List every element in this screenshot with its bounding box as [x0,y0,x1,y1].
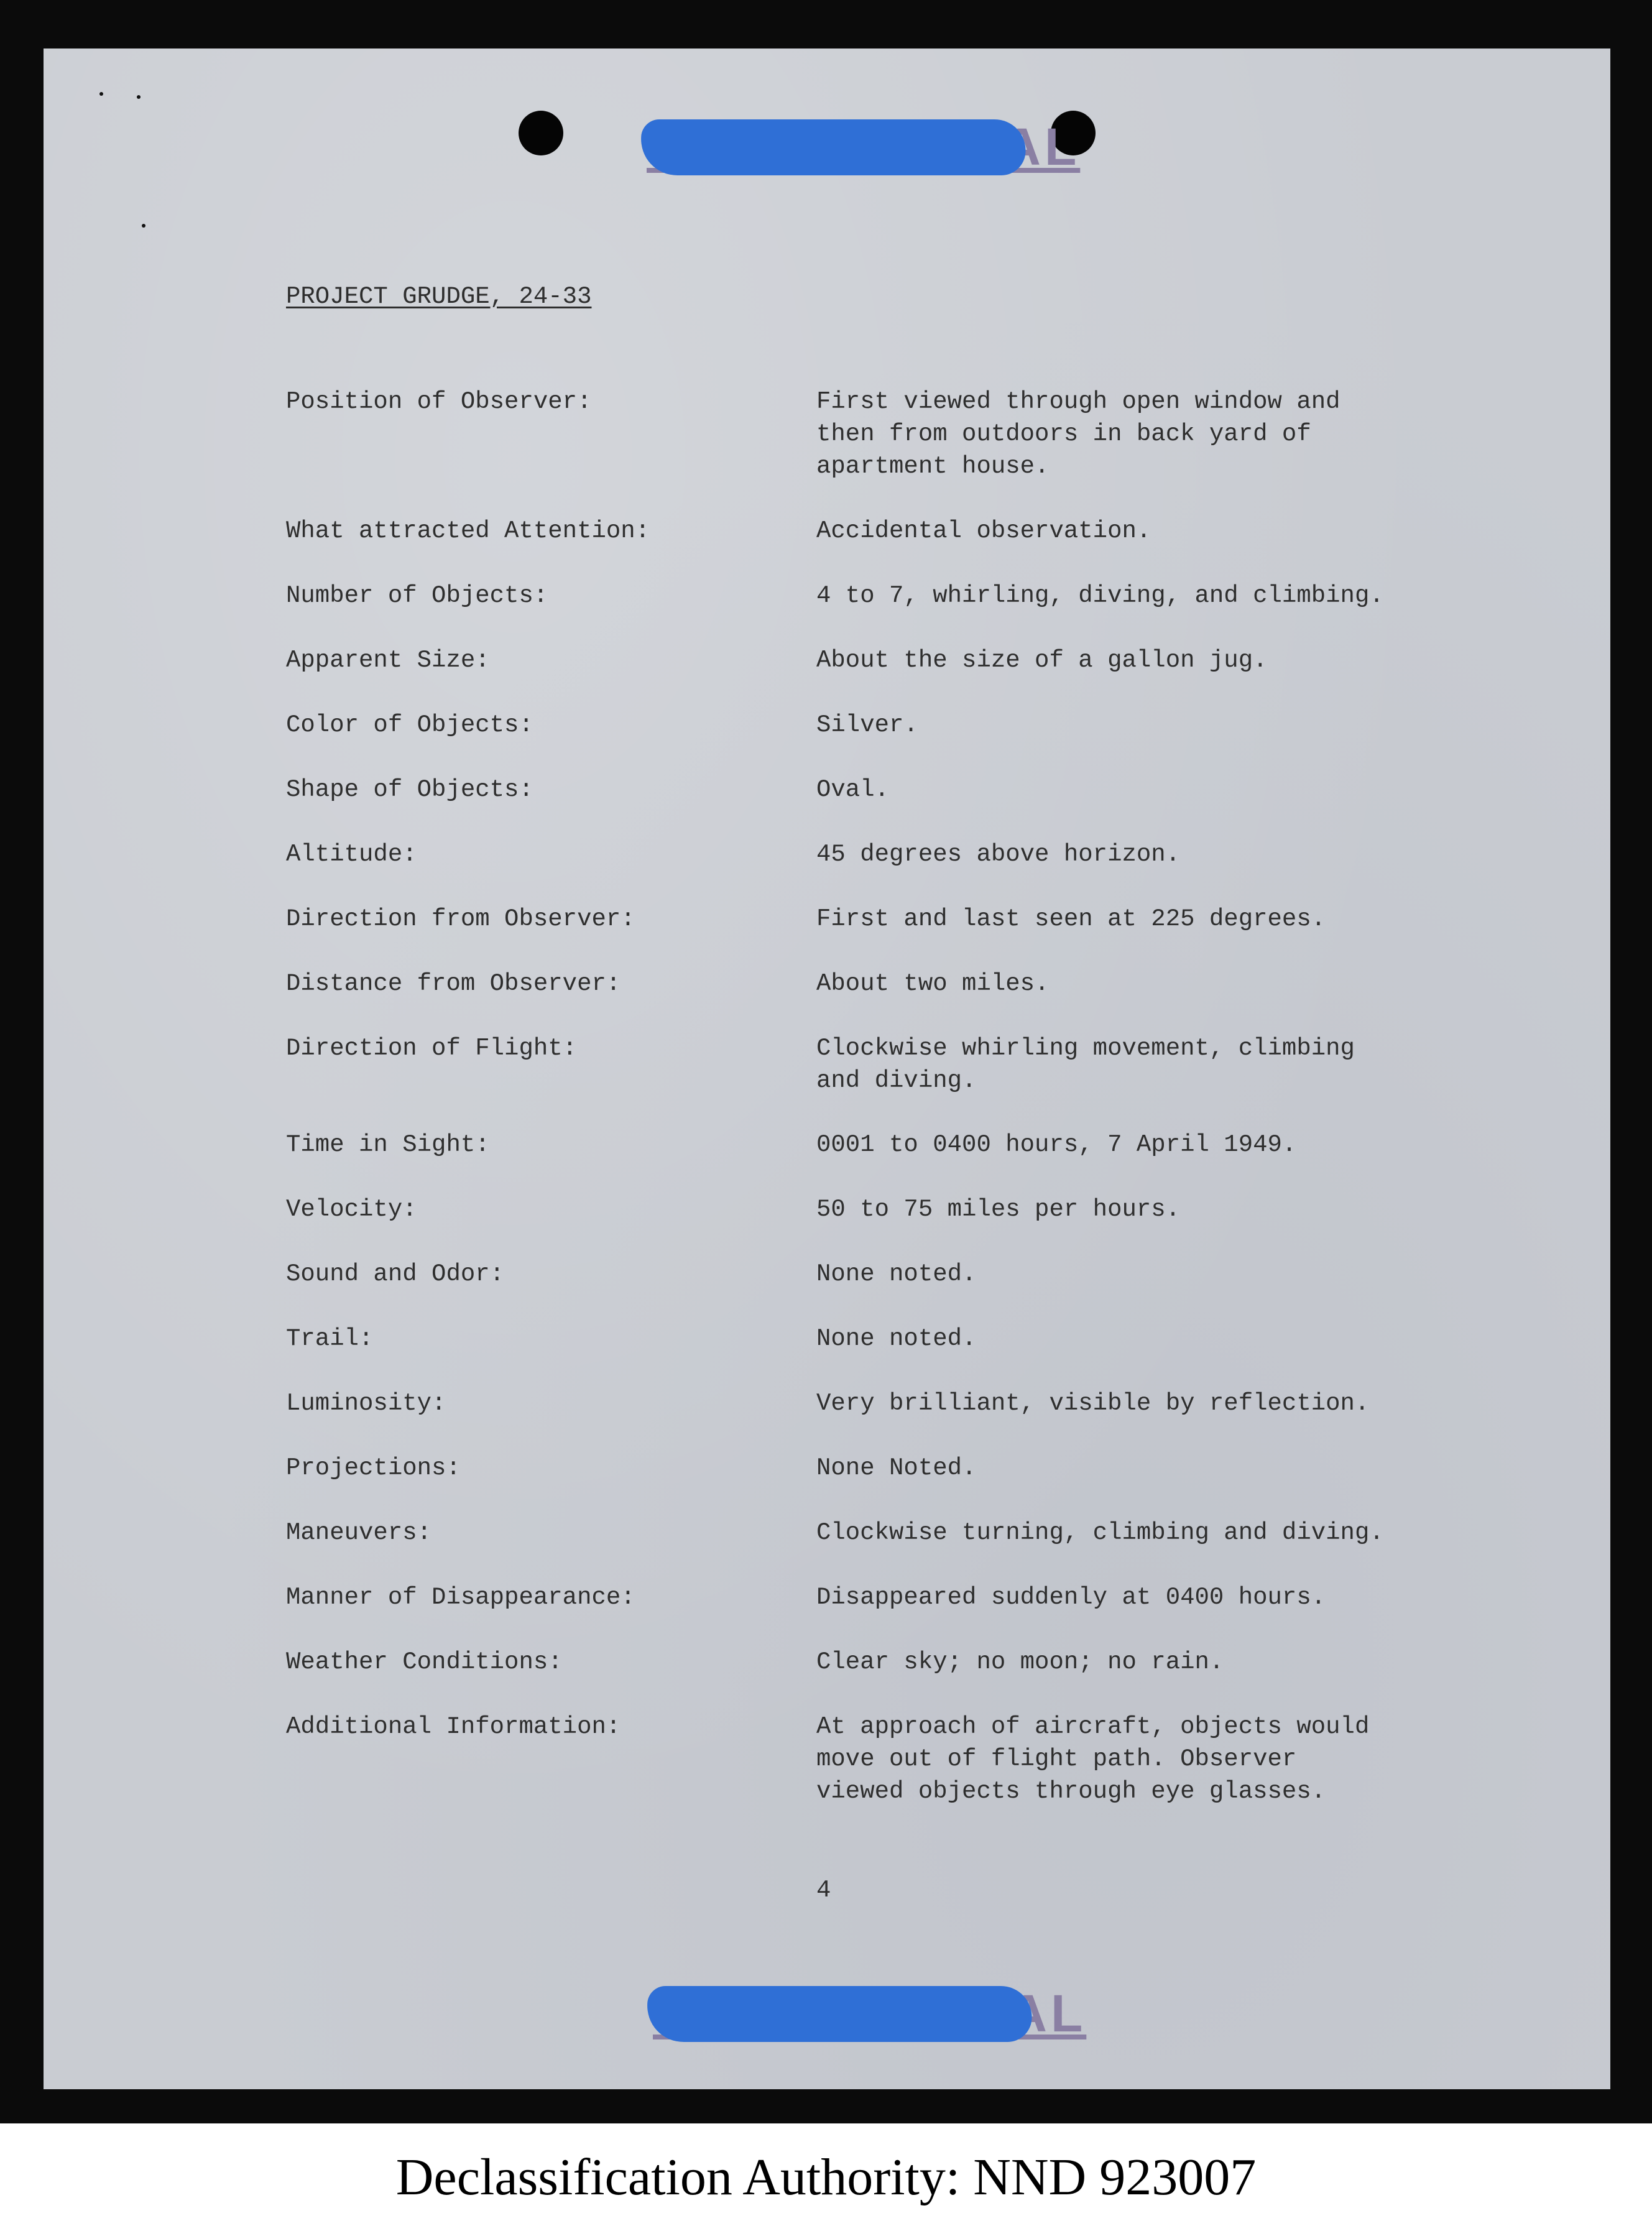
field-label: Velocity: [286,1196,417,1223]
field-label: Number of Objects: [286,582,548,609]
field-value: None noted. [816,1260,977,1288]
field-label: Direction of Flight: [286,1035,578,1062]
field-label: Weather Conditions: [286,1648,563,1676]
field-value: 45 degrees above horizon. [816,841,1181,868]
field-value: Disappeared suddenly at 0400 hours. [816,1584,1326,1611]
field-value: Clockwise turning, climbing and diving. [816,1519,1384,1546]
field-value: 50 to 75 miles per hours. [816,1196,1181,1223]
field-label: Apparent Size: [286,647,490,674]
field-value: Very brilliant, visible by reflection. [816,1390,1370,1417]
field-value: About the size of a gallon jug. [816,647,1268,674]
field-label: Maneuvers: [286,1519,432,1546]
paper-speck [142,224,145,228]
field-value: Oval. [816,776,890,803]
redaction-mark [645,1986,1034,2042]
field-value: 4 to 7, whirling, diving, and climbing. [816,582,1384,609]
field-value: About two miles. [816,970,1050,997]
field-value: Clear sky; no moon; no rain. [816,1648,1224,1676]
field-label: Altitude: [286,841,417,868]
confidential-stamp-bottom [653,1977,1026,2046]
field-value: Clockwise whirling movement, climbing and diving. [816,1035,1355,1094]
field-value: None noted. [816,1325,977,1352]
field-value: Silver. [816,711,918,739]
confidential-stamp-top [647,111,1020,179]
field-label: Sound and Odor: [286,1260,505,1288]
punch-hole-left [519,111,563,155]
field-label: Color of Objects: [286,711,533,739]
field-value: Accidental observation. [816,517,1151,545]
field-label: Additional Information: [286,1713,621,1740]
field-label: Distance from Observer: [286,970,621,997]
paper-speck [99,92,103,96]
field-label: Position of Observer: [286,388,592,415]
paper-speck [137,95,141,99]
field-label: Luminosity: [286,1390,446,1417]
field-label: Time in Sight: [286,1131,490,1158]
declassification-footer: Declassification Authority: NND 923007 [0,2123,1652,2231]
page-number: 4 [816,1877,831,1904]
field-value: First and last seen at 225 degrees. [816,905,1326,933]
redaction-mark [639,119,1028,175]
field-label: What attracted Attention: [286,517,650,545]
field-value: First viewed through open window and then from outdoors in back yard of apartment house. [816,388,1341,480]
field-value: At approach of aircraft, objects would move out of flight path. Observer viewed objects through eye glasses. [816,1713,1370,1805]
document-title: PROJECT GRUDGE, 24-33 [286,283,592,310]
field-value: 0001 to 0400 hours, 7 April 1949. [816,1131,1297,1158]
field-label: Projections: [286,1454,461,1482]
field-value: None Noted. [816,1454,977,1482]
field-label: Shape of Objects: [286,776,533,803]
field-label: Manner of Disappearance: [286,1584,635,1611]
field-label: Direction from Observer: [286,905,635,933]
field-label: Trail: [286,1325,374,1352]
